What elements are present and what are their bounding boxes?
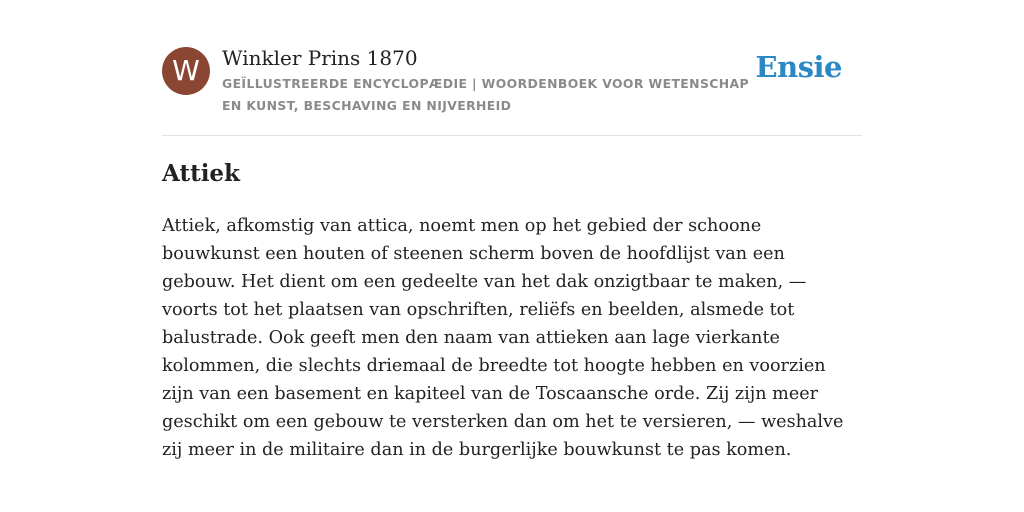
entry-page <box>162 0 862 460</box>
entry-body: Attiek, afkomstig van attica, noemt men op het gebied der schoone bouwkunst een houten of steenen scherm boven de hoofdlijst van een gebouw. Het dient om een gedeelte van het dak onzigtbaar te maken, — voorts tot het plaatsen van opschriften, reliëfs en beelden, alsmede tot balustrade. Ook geeft men den naam van attieken aan lage vierkante kolommen, die slechts driemaal de breedte tot hoogte hebben en voorzien zijn van een basement en kapiteel van de Toscaansche orde. Zij zijn meer geschikt om een gebouw te versterken dan om het te versieren, — weshalve zij meer in de militaire dan in de burgerlijke bouwkunst te pas komen. <box>162 216 844 460</box>
ensie-logo[interactable]: Ensie <box>755 50 842 84</box>
source-info <box>222 44 752 117</box>
source-subtitle: GEÏLLUSTREERDE ENCYCLOPÆDIE | WOORDENBOEK VOOR WETENSCHAP EN KUNST, BESCHAVING EN NIJVERHEID <box>222 76 749 113</box>
source-title[interactable]: Winkler Prins 1870 <box>222 46 418 70</box>
entry-title: Attiek <box>162 160 240 187</box>
source-header <box>162 0 862 136</box>
source-avatar[interactable]: W <box>162 47 210 95</box>
